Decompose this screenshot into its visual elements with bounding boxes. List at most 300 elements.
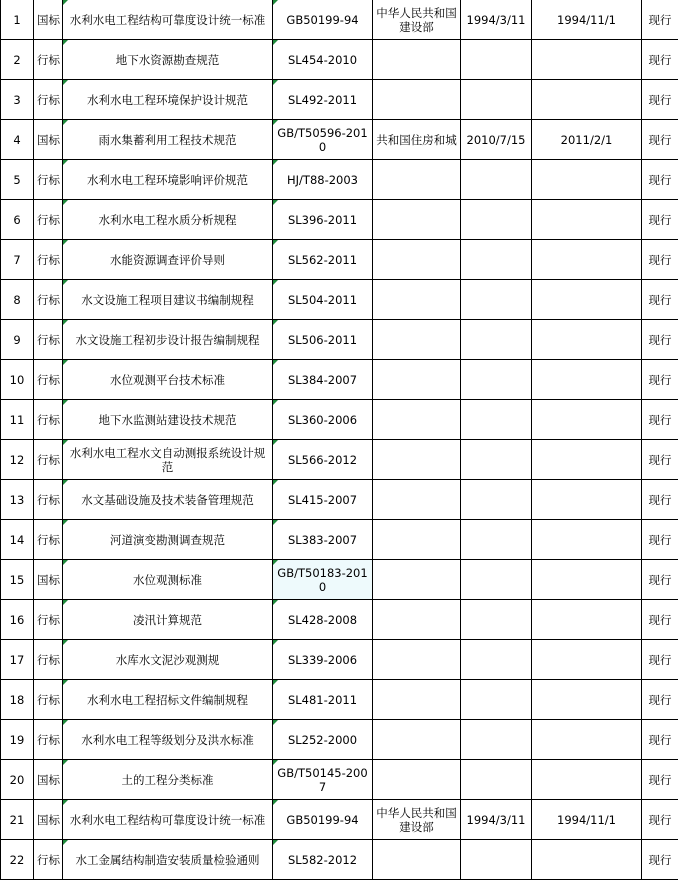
issue-date-cell[interactable] <box>461 80 532 120</box>
comment-indicator-icon <box>63 200 68 205</box>
effective-date-cell[interactable] <box>532 0 642 40</box>
effective-date-cell[interactable] <box>532 360 642 400</box>
status-text: 现行 <box>648 852 672 867</box>
comment-indicator-icon <box>273 160 278 165</box>
effective-date-cell[interactable] <box>532 400 642 440</box>
standard-type-text: 行标 <box>37 92 60 107</box>
row-number-cell[interactable] <box>1 120 34 160</box>
standard-code-text: SL339-2006 <box>287 652 358 667</box>
issue-date-cell[interactable] <box>461 40 532 80</box>
status-cell[interactable] <box>642 680 678 720</box>
issue-date-text: 1994/3/11 <box>466 812 526 827</box>
effective-date-cell[interactable] <box>532 680 642 720</box>
comment-indicator-icon <box>63 400 68 405</box>
row-number-cell[interactable] <box>1 360 34 400</box>
status-cell[interactable] <box>642 160 678 200</box>
issuing-org-cell[interactable] <box>373 320 461 360</box>
standard-code-cell[interactable] <box>273 120 373 160</box>
issue-date-cell[interactable] <box>461 320 532 360</box>
standard-code-cell[interactable] <box>273 800 373 840</box>
standard-name-cell[interactable] <box>63 600 273 640</box>
comment-indicator-icon <box>63 520 68 525</box>
table-row <box>1 600 678 640</box>
standard-type-cell[interactable] <box>34 160 63 200</box>
status-cell[interactable] <box>642 600 678 640</box>
issue-date-cell[interactable] <box>461 640 532 680</box>
standard-type-text: 行标 <box>37 332 60 347</box>
comment-indicator-icon <box>63 640 68 645</box>
standard-name-cell[interactable] <box>63 480 273 520</box>
standard-type-cell[interactable] <box>34 80 63 120</box>
status-cell[interactable] <box>642 280 678 320</box>
standard-name-cell[interactable] <box>63 160 273 200</box>
issuing-org-cell[interactable] <box>373 800 461 840</box>
standard-name-text: 凌汛计算规范 <box>133 612 202 627</box>
status-text: 现行 <box>648 52 672 67</box>
row-number-text: 1 <box>13 12 21 27</box>
standard-name-cell[interactable] <box>63 800 273 840</box>
comment-indicator-icon <box>273 0 278 5</box>
issuing-org-cell[interactable] <box>373 640 461 680</box>
standard-type-cell[interactable] <box>34 680 63 720</box>
standard-name-text: 水文基础设施及技术装备管理规范 <box>81 492 254 507</box>
row-number-text: 17 <box>9 652 25 667</box>
table-row <box>1 80 678 120</box>
standard-code-cell[interactable] <box>273 560 373 600</box>
issuing-org-cell[interactable] <box>373 160 461 200</box>
table-row <box>1 0 678 40</box>
comment-indicator-icon <box>273 200 278 205</box>
standard-type-text: 行标 <box>37 852 60 867</box>
row-number-text: 20 <box>9 772 25 787</box>
effective-date-cell[interactable] <box>532 720 642 760</box>
effective-date-cell[interactable] <box>532 440 642 480</box>
standard-name-cell[interactable] <box>63 240 273 280</box>
comment-indicator-icon <box>273 560 278 565</box>
status-text: 现行 <box>648 172 672 187</box>
standard-code-cell[interactable] <box>273 0 373 40</box>
standard-code-cell[interactable] <box>273 360 373 400</box>
standard-type-cell[interactable] <box>34 440 63 480</box>
standard-name-text: 水文设施工程项目建议书编制规程 <box>81 292 254 307</box>
table-row <box>1 480 678 520</box>
standard-code-text: SL360-2006 <box>287 412 358 427</box>
comment-indicator-icon <box>273 280 278 285</box>
comment-indicator-icon <box>63 760 68 765</box>
standard-type-cell[interactable] <box>34 720 63 760</box>
status-cell[interactable] <box>642 760 678 800</box>
effective-date-cell[interactable] <box>532 320 642 360</box>
standard-code-text: SL506-2011 <box>287 332 358 347</box>
status-cell[interactable] <box>642 640 678 680</box>
standard-code-cell[interactable] <box>273 160 373 200</box>
table-row <box>1 120 678 160</box>
issue-date-cell[interactable] <box>461 240 532 280</box>
effective-date-cell[interactable] <box>532 600 642 640</box>
issue-date-cell[interactable] <box>461 800 532 840</box>
row-number-cell[interactable] <box>1 800 34 840</box>
table-row <box>1 840 678 880</box>
status-text: 现行 <box>648 132 672 147</box>
row-number-text: 2 <box>13 52 21 67</box>
issuing-org-cell[interactable] <box>373 680 461 720</box>
issuing-org-cell[interactable] <box>373 120 461 160</box>
standard-code-text: SL428-2008 <box>287 612 358 627</box>
row-number-cell[interactable] <box>1 200 34 240</box>
standard-name-text: 水库水文泥沙观测规 <box>115 652 220 667</box>
standard-code-text: SL492-2011 <box>287 92 358 107</box>
comment-indicator-icon <box>63 320 68 325</box>
issue-date-cell[interactable] <box>461 360 532 400</box>
standard-type-cell[interactable] <box>34 520 63 560</box>
standard-type-cell[interactable] <box>34 640 63 680</box>
standard-code-text: GB50199-94 <box>286 12 359 27</box>
status-text: 现行 <box>648 452 672 467</box>
issue-date-cell[interactable] <box>461 520 532 560</box>
comment-indicator-icon <box>63 680 68 685</box>
standard-type-text: 行标 <box>37 612 60 627</box>
comment-indicator-icon <box>63 800 68 805</box>
standard-code-text: SL582-2012 <box>287 852 358 867</box>
effective-date-cell[interactable] <box>532 520 642 560</box>
effective-date-cell[interactable] <box>532 640 642 680</box>
standard-name-text: 雨水集蓄利用工程技术规范 <box>98 132 237 147</box>
comment-indicator-icon <box>63 280 68 285</box>
comment-indicator-icon <box>63 40 68 45</box>
table-row <box>1 280 678 320</box>
status-cell[interactable] <box>642 560 678 600</box>
effective-date-cell[interactable] <box>532 760 642 800</box>
status-cell[interactable] <box>642 120 678 160</box>
row-number-text: 5 <box>13 172 21 187</box>
status-text: 现行 <box>648 612 672 627</box>
standard-name-cell[interactable] <box>63 80 273 120</box>
standard-code-text: SL481-2011 <box>287 692 358 707</box>
status-text: 现行 <box>648 772 672 787</box>
issuing-org-cell[interactable] <box>373 480 461 520</box>
row-number-cell[interactable] <box>1 40 34 80</box>
standard-type-cell[interactable] <box>34 360 63 400</box>
row-number-cell[interactable] <box>1 560 34 600</box>
issue-date-text: 1994/3/11 <box>466 12 526 27</box>
standard-type-text: 国标 <box>37 572 60 587</box>
standard-code-text: GB/T50183-2010 <box>277 565 368 594</box>
issue-date-cell[interactable] <box>461 440 532 480</box>
issuing-org-cell[interactable] <box>373 600 461 640</box>
issuing-org-cell[interactable] <box>373 40 461 80</box>
standard-code-cell[interactable] <box>273 600 373 640</box>
row-number-text: 19 <box>9 732 25 747</box>
status-cell[interactable] <box>642 480 678 520</box>
issuing-org-cell[interactable] <box>373 840 461 880</box>
standard-code-cell[interactable] <box>273 480 373 520</box>
issuing-org-text: 共和国住房和城 <box>376 132 457 147</box>
comment-indicator-icon <box>63 360 68 365</box>
status-cell[interactable] <box>642 440 678 480</box>
comment-indicator-icon <box>273 720 278 725</box>
comment-indicator-icon <box>273 360 278 365</box>
status-cell[interactable] <box>642 800 678 840</box>
issue-date-cell[interactable] <box>461 160 532 200</box>
status-cell[interactable] <box>642 200 678 240</box>
issuing-org-cell[interactable] <box>373 80 461 120</box>
status-cell[interactable] <box>642 360 678 400</box>
standard-type-text: 行标 <box>37 252 60 267</box>
row-number-cell[interactable] <box>1 720 34 760</box>
issue-date-cell[interactable] <box>461 200 532 240</box>
issuing-org-cell[interactable] <box>373 720 461 760</box>
standard-code-cell[interactable] <box>273 440 373 480</box>
issue-date-cell[interactable] <box>461 400 532 440</box>
status-text: 现行 <box>648 412 672 427</box>
standard-name-cell[interactable] <box>63 560 273 600</box>
row-number-text: 13 <box>9 492 25 507</box>
issuing-org-cell[interactable] <box>373 200 461 240</box>
effective-date-text: 1994/11/1 <box>557 12 616 27</box>
status-cell[interactable] <box>642 80 678 120</box>
status-text: 现行 <box>648 252 672 267</box>
standard-code-cell[interactable] <box>273 40 373 80</box>
effective-date-cell[interactable] <box>532 840 642 880</box>
issuing-org-cell[interactable] <box>373 440 461 480</box>
standard-name-text: 水文设施工程初步设计报告编制规程 <box>75 332 260 347</box>
standard-code-text: GB/T50145-2007 <box>277 765 368 794</box>
comment-indicator-icon <box>273 800 278 805</box>
issue-date-cell[interactable] <box>461 600 532 640</box>
standard-type-cell[interactable] <box>34 560 63 600</box>
standard-name-cell[interactable] <box>63 0 273 40</box>
effective-date-cell[interactable] <box>532 280 642 320</box>
issuing-org-cell[interactable] <box>373 520 461 560</box>
standard-name-cell[interactable] <box>63 320 273 360</box>
standard-name-text: 水利水电工程结构可靠度设计统一标准 <box>69 12 266 27</box>
issue-date-text: 2010/7/15 <box>466 132 526 147</box>
row-number-text: 21 <box>9 812 25 827</box>
issue-date-cell[interactable] <box>461 840 532 880</box>
standard-code-cell[interactable] <box>273 240 373 280</box>
effective-date-text: 1994/11/1 <box>557 812 616 827</box>
row-number-text: 10 <box>9 372 25 387</box>
issue-date-cell[interactable] <box>461 680 532 720</box>
standard-code-cell[interactable] <box>273 80 373 120</box>
standard-type-cell[interactable] <box>34 760 63 800</box>
issuing-org-cell[interactable] <box>373 360 461 400</box>
standard-code-cell[interactable] <box>273 720 373 760</box>
standard-code-text: SL383-2007 <box>287 532 358 547</box>
effective-date-cell[interactable] <box>532 200 642 240</box>
status-cell[interactable] <box>642 520 678 560</box>
comment-indicator-icon <box>63 720 68 725</box>
standard-type-cell[interactable] <box>34 480 63 520</box>
status-cell[interactable] <box>642 240 678 280</box>
standard-name-cell[interactable] <box>63 440 273 480</box>
standard-type-cell[interactable] <box>34 400 63 440</box>
standard-type-cell[interactable] <box>34 200 63 240</box>
standard-name-cell[interactable] <box>63 520 273 560</box>
comment-indicator-icon <box>63 240 68 245</box>
row-number-text: 3 <box>13 92 21 107</box>
standard-code-cell[interactable] <box>273 320 373 360</box>
issuing-org-text: 中华人民共和国建设部 <box>376 5 457 34</box>
row-number-cell[interactable] <box>1 600 34 640</box>
standard-name-text: 地下水资源勘查规范 <box>115 52 220 67</box>
status-cell[interactable] <box>642 840 678 880</box>
issuing-org-cell[interactable] <box>373 280 461 320</box>
standard-code-text: SL415-2007 <box>287 492 358 507</box>
standard-code-cell[interactable] <box>273 520 373 560</box>
standard-name-text: 地下水监测站建设技术规范 <box>98 412 237 427</box>
standard-name-text: 水利水电工程等级划分及洪水标准 <box>81 732 254 747</box>
issue-date-cell[interactable] <box>461 480 532 520</box>
effective-date-cell[interactable] <box>532 800 642 840</box>
standard-name-text: 水工金属结构制造安装质量检验通则 <box>75 852 260 867</box>
effective-date-cell[interactable] <box>532 40 642 80</box>
comment-indicator-icon <box>273 520 278 525</box>
standard-code-cell[interactable] <box>273 680 373 720</box>
comment-indicator-icon <box>63 600 68 605</box>
status-text: 现行 <box>648 692 672 707</box>
standard-code-cell[interactable] <box>273 760 373 800</box>
table-row <box>1 680 678 720</box>
row-number-cell[interactable] <box>1 680 34 720</box>
comment-indicator-icon <box>273 760 278 765</box>
standard-type-cell[interactable] <box>34 320 63 360</box>
issue-date-cell[interactable] <box>461 760 532 800</box>
standard-code-cell[interactable] <box>273 200 373 240</box>
standard-type-text: 行标 <box>37 292 60 307</box>
standard-name-cell[interactable] <box>63 760 273 800</box>
standard-type-cell[interactable] <box>34 240 63 280</box>
effective-date-cell[interactable] <box>532 560 642 600</box>
issuing-org-cell[interactable] <box>373 0 461 40</box>
standard-code-text: SL384-2007 <box>287 372 358 387</box>
standard-name-cell[interactable] <box>63 840 273 880</box>
row-number-cell[interactable] <box>1 0 34 40</box>
row-number-cell[interactable] <box>1 640 34 680</box>
status-cell[interactable] <box>642 720 678 760</box>
standard-type-cell[interactable] <box>34 120 63 160</box>
row-number-cell[interactable] <box>1 320 34 360</box>
issue-date-cell[interactable] <box>461 560 532 600</box>
issuing-org-cell[interactable] <box>373 240 461 280</box>
standard-type-text: 行标 <box>37 172 60 187</box>
row-number-text: 4 <box>13 132 21 147</box>
status-cell[interactable] <box>642 320 678 360</box>
comment-indicator-icon <box>273 680 278 685</box>
standard-code-cell[interactable] <box>273 640 373 680</box>
standard-type-text: 国标 <box>37 12 60 27</box>
standard-code-cell[interactable] <box>273 280 373 320</box>
standard-code-cell[interactable] <box>273 400 373 440</box>
row-number-cell[interactable] <box>1 80 34 120</box>
row-number-text: 9 <box>13 332 21 347</box>
standard-name-cell[interactable] <box>63 200 273 240</box>
row-number-cell[interactable] <box>1 280 34 320</box>
standard-code-text: SL504-2011 <box>287 292 358 307</box>
standard-type-cell[interactable] <box>34 600 63 640</box>
row-number-cell[interactable] <box>1 240 34 280</box>
comment-indicator-icon <box>273 240 278 245</box>
table-row <box>1 320 678 360</box>
standard-type-cell[interactable] <box>34 40 63 80</box>
standard-name-text: 水位观测平台技术标准 <box>110 372 225 387</box>
row-number-cell[interactable] <box>1 480 34 520</box>
row-number-cell[interactable] <box>1 520 34 560</box>
standard-type-cell[interactable] <box>34 840 63 880</box>
standard-name-text: 水利水电工程水质分析规程 <box>98 212 237 227</box>
issue-date-cell[interactable] <box>461 720 532 760</box>
comment-indicator-icon <box>63 440 68 445</box>
row-number-text: 8 <box>13 292 21 307</box>
table-row <box>1 200 678 240</box>
standard-name-text: 水利水电工程水文自动测报系统设计规范 <box>69 445 266 474</box>
standard-type-cell[interactable] <box>34 280 63 320</box>
standard-type-text: 行标 <box>37 452 60 467</box>
standard-name-cell[interactable] <box>63 40 273 80</box>
status-cell[interactable] <box>642 40 678 80</box>
comment-indicator-icon <box>273 400 278 405</box>
status-cell[interactable] <box>642 0 678 40</box>
standard-code-cell[interactable] <box>273 840 373 880</box>
standard-name-cell[interactable] <box>63 120 273 160</box>
row-number-cell[interactable] <box>1 440 34 480</box>
standard-name-cell[interactable] <box>63 720 273 760</box>
standard-type-text: 行标 <box>37 212 60 227</box>
issue-date-cell[interactable] <box>461 0 532 40</box>
comment-indicator-icon <box>273 120 278 125</box>
status-cell[interactable] <box>642 400 678 440</box>
standard-name-cell[interactable] <box>63 280 273 320</box>
status-text: 现行 <box>648 12 672 27</box>
status-text: 现行 <box>648 532 672 547</box>
standard-type-text: 国标 <box>37 772 60 787</box>
comment-indicator-icon <box>273 840 278 845</box>
comment-indicator-icon <box>273 440 278 445</box>
standard-name-cell[interactable] <box>63 680 273 720</box>
row-number-cell[interactable] <box>1 400 34 440</box>
issuing-org-cell[interactable] <box>373 760 461 800</box>
table-row <box>1 240 678 280</box>
standard-type-cell[interactable] <box>34 0 63 40</box>
effective-date-cell[interactable] <box>532 160 642 200</box>
standard-name-cell[interactable] <box>63 640 273 680</box>
comment-indicator-icon <box>273 320 278 325</box>
standard-name-text: 水利水电工程招标文件编制规程 <box>87 692 248 707</box>
row-number-text: 6 <box>13 212 21 227</box>
issuing-org-cell[interactable] <box>373 400 461 440</box>
row-number-cell[interactable] <box>1 840 34 880</box>
effective-date-cell[interactable] <box>532 480 642 520</box>
issuing-org-cell[interactable] <box>373 560 461 600</box>
effective-date-cell[interactable] <box>532 240 642 280</box>
row-number-text: 11 <box>9 412 25 427</box>
issue-date-cell[interactable] <box>461 120 532 160</box>
standard-type-text: 行标 <box>37 532 60 547</box>
issue-date-cell[interactable] <box>461 280 532 320</box>
row-number-cell[interactable] <box>1 160 34 200</box>
comment-indicator-icon <box>63 560 68 565</box>
effective-date-cell[interactable] <box>532 120 642 160</box>
table-row <box>1 520 678 560</box>
standard-name-cell[interactable] <box>63 400 273 440</box>
row-number-cell[interactable] <box>1 760 34 800</box>
standard-code-text: SL252-2000 <box>287 732 358 747</box>
standard-name-cell[interactable] <box>63 360 273 400</box>
status-text: 现行 <box>648 92 672 107</box>
standard-code-text: HJ/T88-2003 <box>287 172 358 187</box>
effective-date-cell[interactable] <box>532 80 642 120</box>
standard-type-cell[interactable] <box>34 800 63 840</box>
